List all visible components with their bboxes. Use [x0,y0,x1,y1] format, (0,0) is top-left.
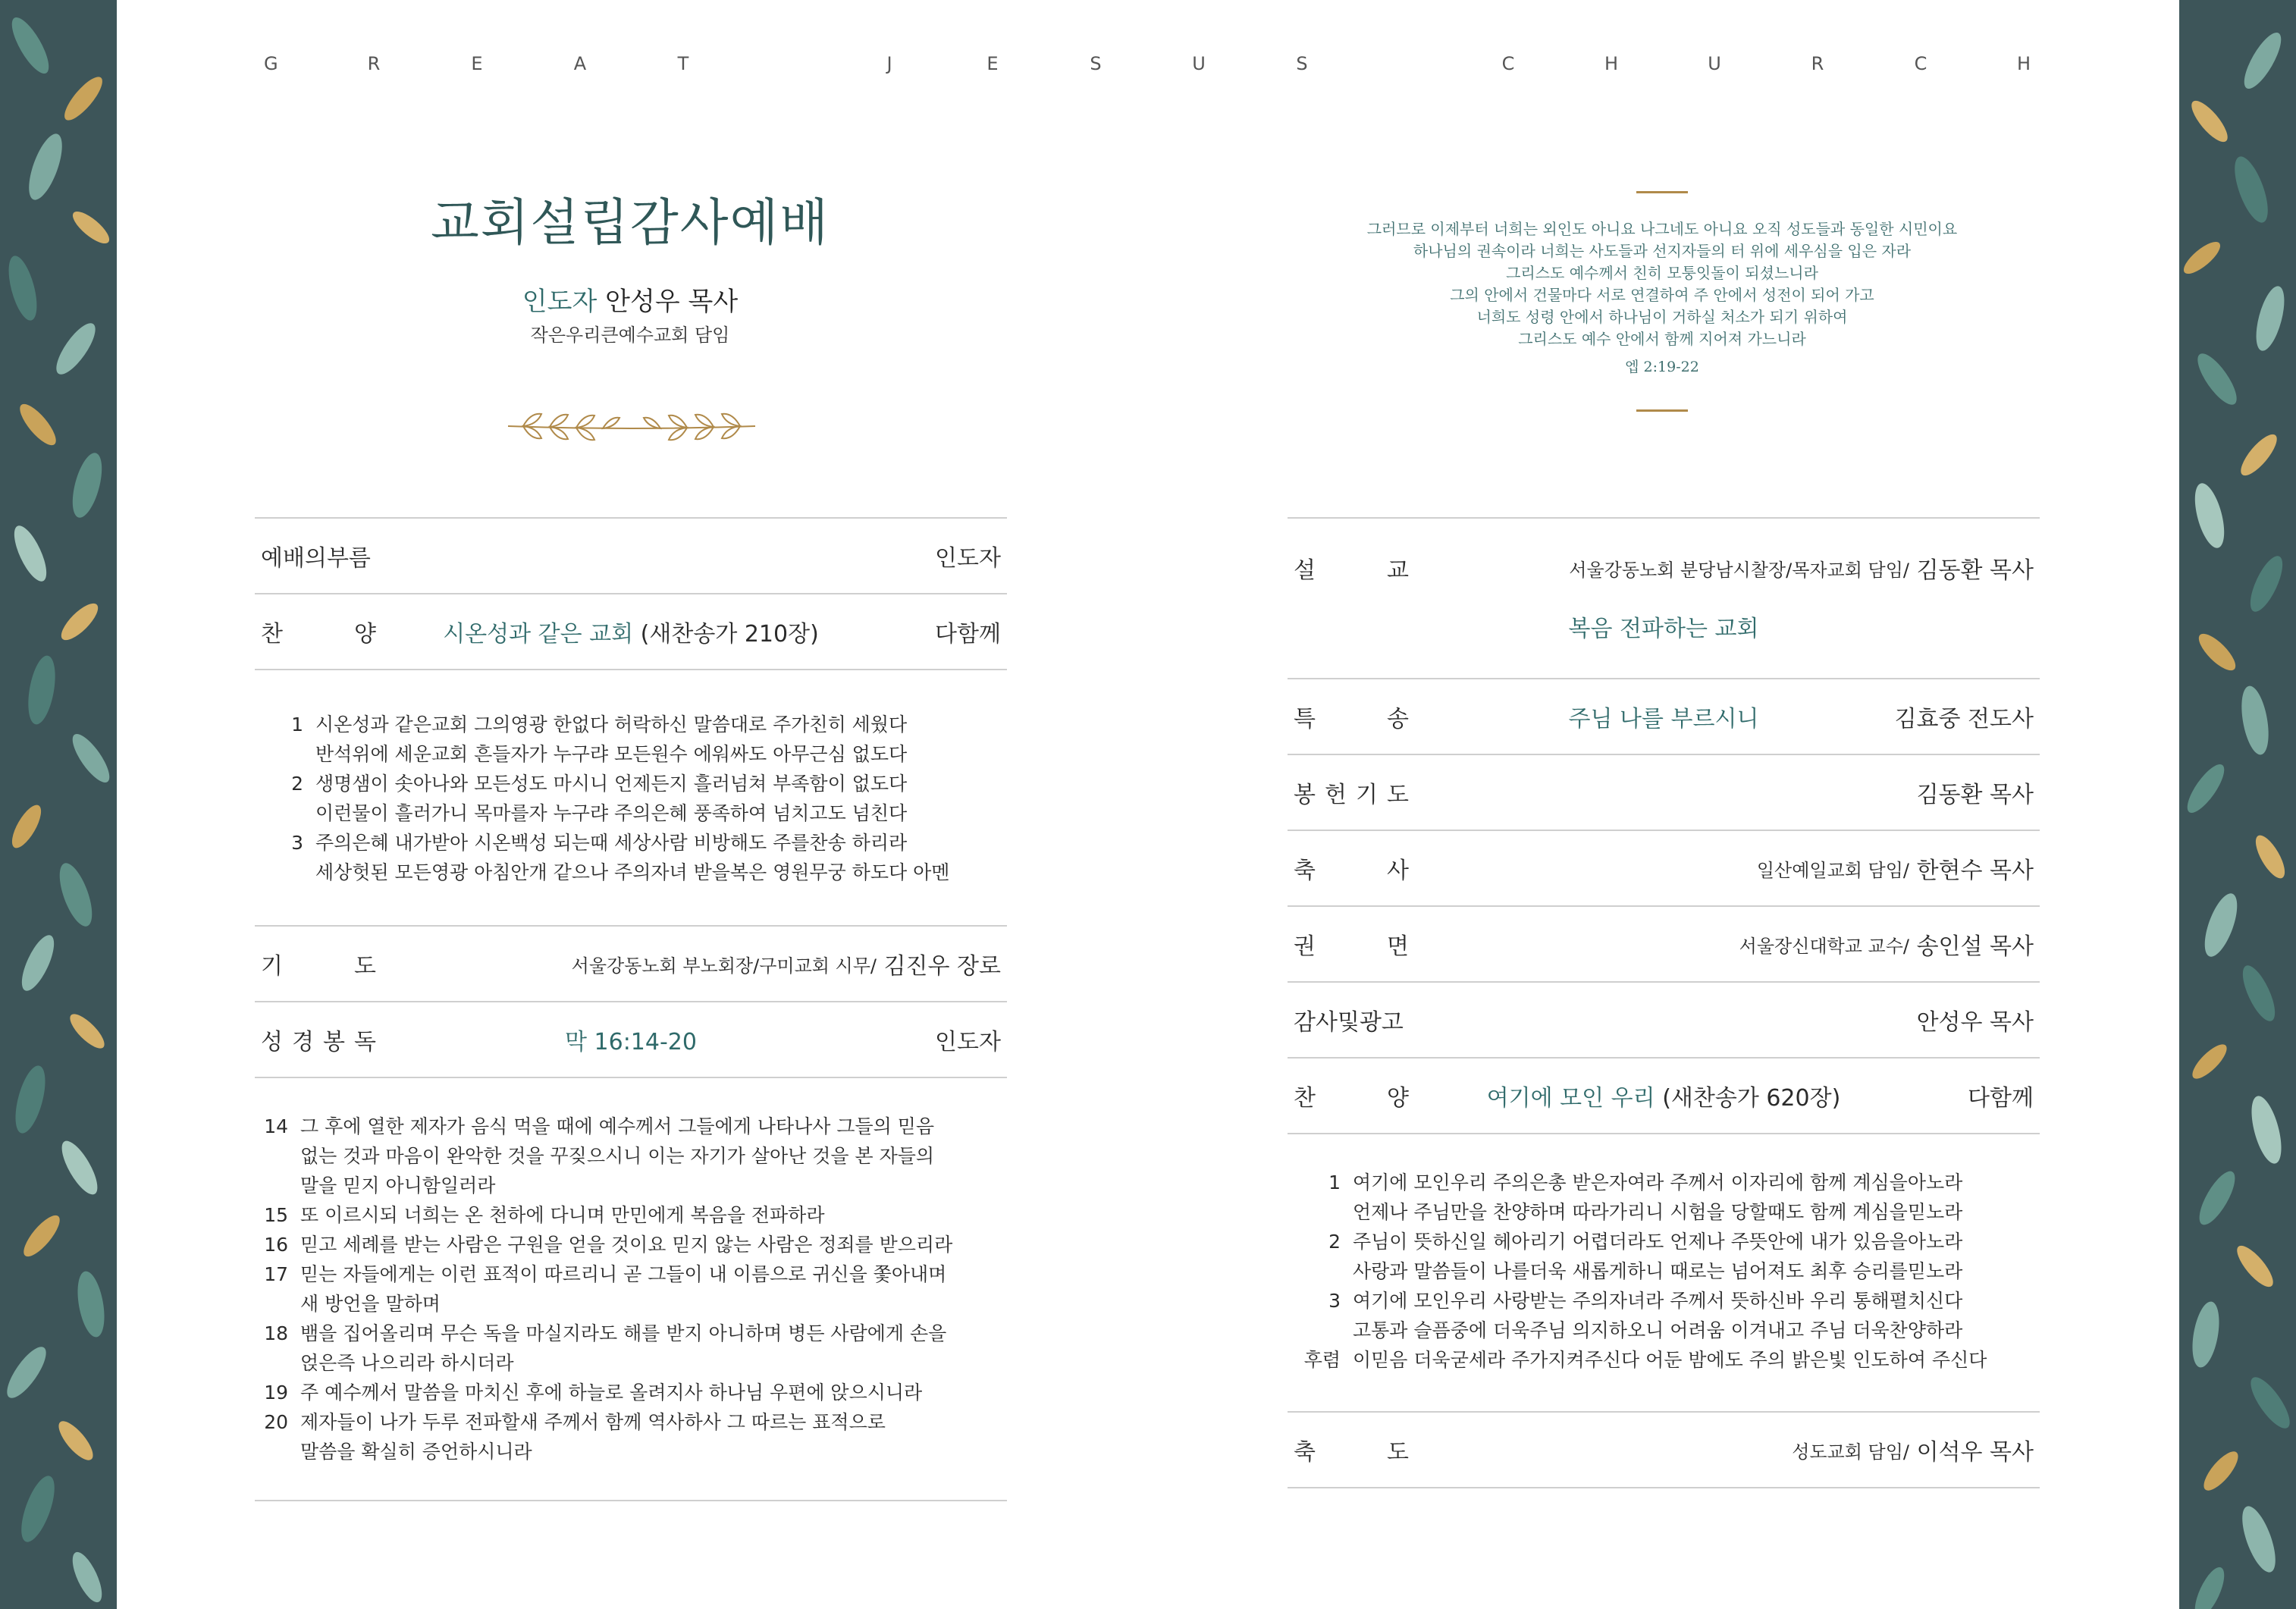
line-number [1288,1256,1353,1286]
header-letter: E [986,53,1000,74]
line-text: 이믿음 더욱굳세라 주가지켜주신다 어둔 밤에도 주의 밝은빛 인도하여 주신다 [1353,1349,1987,1371]
sermon-title: 복음 전파하는 교회 [1568,616,1759,642]
lyric-line [255,1437,1007,1466]
service-row-benediction [1288,1413,2040,1488]
verse-bottom-rule [1636,409,1688,412]
verse-line: 하나님의 권속이라 너희는 사도들과 선지자들의 터 위에 세우심을 입은 자라 [1413,242,1912,260]
lyric-line [1288,1256,2040,1286]
header-letter: H [1604,53,1620,74]
line-number: 17 [264,1263,288,1285]
row-center [1424,1059,1903,1133]
service-row-thanks-announcements [1288,983,2040,1059]
line-text: 주의은혜 내가받아 시온백성 되는때 세상사람 비방해도 주를찬송 하리라 [315,832,908,854]
lyric-line [255,1378,1007,1407]
label-char: 면 [1387,933,1409,960]
line-number: 후렴 [1303,1349,1341,1371]
header-letter: S [1296,53,1310,74]
row-right: 김동환 목사 [1916,782,2034,808]
page-title: 교회설립감사예배 [430,193,830,252]
lyric-line [1288,1316,2040,1345]
left-decorative-border [0,0,117,1609]
row-right [1757,831,2034,905]
header-letter: U [1192,53,1207,74]
label-char: 기 [261,953,283,980]
line-number: 19 [264,1382,288,1404]
line-text: 말씀을 확실히 증언하시니라 [300,1441,532,1463]
line-number [255,1348,300,1378]
header-letter: R [367,53,382,74]
label-char: 도 [1387,1439,1409,1466]
row-right [1739,907,2034,981]
row-right: 다함께 [1968,1085,2034,1112]
person-name: 김진우 장로 [883,953,1001,980]
verse-line: 그러므로 이제부터 너희는 외인도 아니요 나그네도 아니요 오직 성도들과 동일한 시민이요 [1366,220,1958,238]
label-char: 양 [354,621,376,648]
row-right: 안성우 목사 [1916,1009,2034,1036]
service-row-hymn1 [255,594,1007,670]
lyric-line [255,1348,1007,1378]
row-label [1294,1059,1409,1133]
line-number [255,798,315,828]
header-letter: J [886,53,894,74]
service-row-call [255,519,1007,594]
header-letter: T [677,53,691,74]
leader-role: 인도자 [522,287,598,317]
lyric-line [255,1112,1007,1141]
leaf-pattern-icon [2179,0,2296,1609]
hymn2-lyrics [1288,1134,2040,1413]
leader-church: 작은우리큰예수교회 담임 [530,325,730,346]
service-row-prayer [255,927,1007,1002]
line-text: 사랑과 말씀들이 나를더욱 새롭게하니 때로는 넘어져도 최후 승리를믿노라 [1353,1260,1963,1282]
label-char: 도 [354,953,376,980]
lyric-line [255,1230,1007,1259]
role-text: 일산예일교회 담임/ [1756,859,1910,881]
role-text: 성도교회 담임/ [1792,1441,1910,1463]
line-text: 고통과 슬픔중에 더욱주님 의지하오니 어려움 이겨내고 주님 더욱찬양하라 [1353,1319,1963,1341]
line-text: 주님이 뜻하신일 헤아리기 어렵더라도 언제나 주뜻안에 내가 있음을아노라 [1353,1231,1963,1253]
header-letter [1398,53,1413,74]
verse-line: 그리스도 예수 안에서 함께 지어져 가느니라 [1518,330,1806,348]
line-number: 3 [1328,1290,1341,1312]
verse-line: 그리스도 예수께서 친히 모퉁잇돌이 되셨느니라 [1506,264,1818,282]
line-number [255,1289,300,1319]
line-number [255,1437,300,1466]
row-label: 감사및광고 [1294,1009,1404,1036]
label-char: 헌 [1325,782,1347,808]
hymn-number: (새찬송가 210장) [640,621,819,648]
label-char: 교 [1387,557,1409,584]
leader-line [255,281,1005,318]
line-text: 생명샘이 솟아나와 모든성도 마시니 언제든지 흘러넘쳐 부족함이 없도다 [315,773,908,795]
line-text: 반석위에 세운교회 흔들자가 누구랴 모든원수 에워싸도 아무근심 없도다 [315,743,908,765]
service-row-congratulation [1288,831,2040,907]
special-song-title: 주님 나를 부르시니 [1568,706,1759,732]
row-label [1294,1413,1409,1487]
scripture-text [255,1078,1007,1501]
row-center [1424,679,1903,754]
service-row-offering-prayer [1288,755,2040,831]
row-right: 인도자 [935,545,1001,572]
header-letter: S [1090,53,1103,74]
row-right [572,927,1001,1001]
lyric-line [1288,1345,2040,1375]
label-char: 축 [1294,858,1316,884]
lyric-line [255,739,1007,769]
label-char: 성 [261,1029,283,1055]
label-char: 찬 [1294,1085,1316,1112]
header-letter: E [471,53,485,74]
row-label [1294,519,1409,617]
lyric-line [255,1141,1007,1171]
laurel-ornament-icon [500,403,763,449]
line-text: 세상헛된 모든영광 아침안개 같으나 주의자녀 받을복은 영원무궁 하도다 아멘 [315,861,950,883]
line-text: 말을 믿지 아니함일러라 [300,1175,496,1197]
hymn-number: (새찬송가 620장) [1662,1085,1841,1112]
leaf-pattern-icon [0,0,117,1609]
line-number [255,1171,300,1200]
lyric-line [255,1407,1007,1437]
line-text: 여기에 모인우리 사랑받는 주의자녀라 주께서 뜻하신바 우리 통해펼치신다 [1353,1290,1963,1312]
label-char: 봉 [1294,782,1316,808]
row-center [391,1002,870,1077]
label-char: 양 [1387,1085,1409,1112]
header-letter: C [1914,53,1929,74]
row-right: 다함께 [935,621,1001,648]
verse-line: 그의 안에서 건물마다 서로 연결하여 주 안에서 성전이 되어 가고 [1450,286,1874,304]
label-char: 축 [1294,1439,1316,1466]
label-char: 봉 [323,1029,345,1055]
row-label [1294,907,1409,981]
lyric-line [255,710,1007,739]
row-label [261,1002,376,1077]
header-letter: H [2017,53,2033,74]
lyric-line [255,1289,1007,1319]
service-row-exhortation [1288,907,2040,983]
header-letter [779,53,795,74]
service-row-sermon [1288,519,2040,679]
row-label [1294,755,1409,830]
lyric-line [255,798,1007,828]
lyric-line [255,828,1007,858]
lyric-line [1288,1286,2040,1316]
row-label: 예배의부름 [261,545,371,572]
lyric-line [255,1319,1007,1348]
lyric-line [255,769,1007,798]
lyric-line [255,1259,1007,1289]
header-letter: A [573,53,588,74]
line-number: 14 [264,1115,288,1137]
right-decorative-border [2179,0,2296,1609]
line-number: 2 [1328,1231,1341,1253]
line-text: 이런물이 흘러가니 목마를자 누구랴 주의은혜 풍족하여 넘치고도 넘친다 [315,802,908,824]
left-order-of-service [255,517,1007,1501]
line-number [255,739,315,769]
leader-name: 안성우 목사 [605,287,739,317]
lyric-line [255,1171,1007,1200]
line-text: 주 예수께서 말씀을 마치신 후에 하늘로 올려지사 하나님 우편에 앉으시니라 [300,1382,923,1404]
hymn-title: 여기에 모인 우리 [1486,1085,1655,1112]
label-char: 경 [292,1029,314,1055]
line-number [255,1141,300,1171]
verse-top-rule [1636,191,1688,193]
row-label [261,594,376,669]
person-name: 이석우 목사 [1916,1439,2034,1466]
line-number: 2 [291,773,303,795]
line-text: 뱀을 집어올리며 무슨 독을 마실지라도 해를 받지 아니하며 병든 사람에게 손을 [300,1322,947,1344]
label-char: 설 [1294,557,1316,584]
right-order-of-service [1288,517,2040,1488]
header-letter: C [1501,53,1517,74]
line-text: 없는 것과 마음이 완악한 것을 꾸짖으시니 이는 자기가 살아난 것을 본 자들의 [300,1145,935,1167]
person-name: 한현수 목사 [1916,858,2034,884]
row-label [261,927,376,1001]
row-center [391,594,870,669]
line-number: 20 [264,1411,288,1433]
running-header [264,53,2032,74]
line-text: 시온성과 같은교회 그의영광 한없다 허락하신 말씀대로 주가친히 세웠다 [315,714,908,735]
label-char: 특 [1294,706,1316,732]
line-text: 그 후에 열한 제자가 음식 먹을 때에 예수께서 그들에게 나타나사 그들의 믿음 [300,1115,935,1137]
label-char: 송 [1387,706,1409,732]
label-char: 도 [1387,782,1409,808]
role-text: 서울장신대학교 교수/ [1739,935,1910,957]
hymn1-lyrics [255,670,1007,927]
line-text: 믿고 세례를 받는 사람은 구원을 얻을 것이요 믿지 않는 사람은 정죄를 받으리라 [300,1234,953,1256]
row-right [1569,519,2034,617]
scripture-reference: 막 16:14-20 [565,1029,697,1055]
line-number: 18 [264,1322,288,1344]
line-text: 여기에 모인우리 주의은총 받은자여라 주께서 이자리에 함께 계심을아노라 [1353,1171,1963,1193]
label-char: 기 [1356,782,1378,808]
line-number: 3 [291,832,303,854]
header-letter: U [1708,53,1723,74]
label-char: 사 [1387,858,1409,884]
row-right: 김효중 전도사 [1894,706,2034,732]
row-right [1792,1413,2034,1487]
line-number: 1 [291,714,303,735]
service-row-hymn2 [1288,1059,2040,1134]
line-number: 1 [1328,1171,1341,1193]
role-text: 서울강동노회 부노회장/구미교회 시무/ [571,955,877,977]
verse-reference: 엡 2:19-22 [1625,359,1699,375]
lyric-line [1288,1168,2040,1197]
row-label [1294,679,1409,754]
lyric-line [1288,1227,2040,1256]
lyric-line [255,1200,1007,1230]
line-text: 또 이르시되 너희는 온 천하에 다니며 만민에게 복음을 전파하라 [300,1204,825,1226]
row-label [1294,831,1409,905]
line-text: 언제나 주님만을 찬양하며 따라가리니 시험을 당할때도 함께 계심을믿노라 [1353,1201,1963,1223]
hymn-title: 시온성과 같은 교회 [443,621,634,648]
line-text: 얹은즉 나으리라 하시더라 [300,1352,514,1374]
verse-block [1289,218,2035,378]
person-name: 송인설 목사 [1916,933,2034,960]
role-text: 서울강동노회 분당남시찰장/목자교회 담임/ [1569,559,1910,581]
person-name: 김동환 목사 [1916,557,2034,584]
header-letter: G [264,53,280,74]
lyric-line [255,858,1007,887]
verse-line: 너희도 성령 안에서 하나님이 거하실 처소가 되기 위하여 [1476,308,1848,326]
line-number: 15 [264,1204,288,1226]
service-row-special-song [1288,679,2040,755]
line-text: 새 방언을 말하며 [300,1293,441,1315]
header-letter: R [1811,53,1826,74]
label-char: 찬 [261,621,283,648]
line-number [255,858,315,887]
row-right: 인도자 [935,1029,1001,1055]
line-number [1288,1197,1353,1227]
label-char: 독 [354,1029,376,1055]
lyric-line [1288,1197,2040,1227]
line-number: 16 [264,1234,288,1256]
line-number [1288,1316,1353,1345]
service-row-reading [255,1002,1007,1078]
label-char: 권 [1294,933,1316,960]
line-text: 믿는 자들에게는 이런 표적이 따르리니 곧 그들이 내 이름으로 귀신을 쫓아내며 [300,1263,947,1285]
line-text: 제자들이 나가 두루 전파할새 주께서 함께 역사하사 그 따르는 표적으로 [300,1411,886,1433]
